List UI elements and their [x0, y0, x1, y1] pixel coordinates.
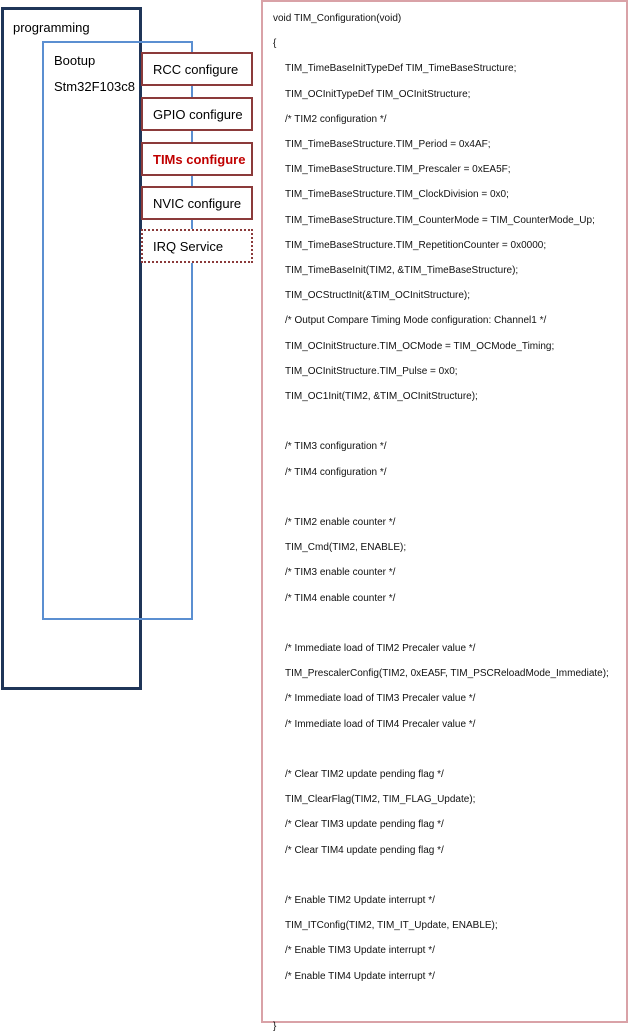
- code-line: TIM_TimeBaseStructure.TIM_ClockDivision = 0x0;: [285, 189, 509, 200]
- code-line: /* Immediate load of TIM2 Precaler value */: [285, 643, 476, 654]
- code-line: /* Clear TIM4 update pending flag */: [285, 845, 444, 856]
- code-line: /* Immediate load of TIM3 Precaler value */: [285, 693, 476, 704]
- code-line: /* Clear TIM2 update pending flag */: [285, 769, 444, 780]
- code-line: /* TIM3 configuration */: [285, 441, 387, 452]
- code-line: TIM_TimeBaseInitTypeDef TIM_TimeBaseStructure;: [285, 63, 517, 74]
- code-line: /* TIM4 configuration */: [285, 467, 387, 478]
- code-line: TIM_TimeBaseStructure.TIM_RepetitionCounter = 0x0000;: [285, 240, 547, 251]
- step-irq-service: IRQ Service: [141, 229, 253, 263]
- code-line: TIM_TimeBaseInit(TIM2, &TIM_TimeBaseStructure);: [285, 265, 519, 276]
- code-line: TIM_Cmd(TIM2, ENABLE);: [285, 542, 407, 553]
- bootup-label: Bootup: [54, 53, 96, 68]
- code-line: TIM_PrescalerConfig(TIM2, 0xEA5F, TIM_PSCReloadMode_Immediate);: [285, 668, 609, 679]
- code-line: /* Clear TIM3 update pending flag */: [285, 819, 444, 830]
- code-line: /* Enable TIM2 Update interrupt */: [285, 895, 435, 906]
- code-line: /* TIM4 enable counter */: [285, 593, 396, 604]
- code-line: TIM_OCInitStructure.TIM_Pulse = 0x0;: [285, 366, 458, 377]
- step-tims-configure: TIMs configure: [141, 142, 253, 176]
- code-line: TIM_ClearFlag(TIM2, TIM_FLAG_Update);: [285, 794, 476, 805]
- code-line: /* Enable TIM3 Update interrupt */: [285, 945, 435, 956]
- step-nvic-configure: NVIC configure: [141, 186, 253, 220]
- code-line: /* TIM3 enable counter */: [285, 567, 396, 578]
- code-line: /* TIM2 configuration */: [285, 114, 387, 125]
- step-rcc-configure: RCC configure: [141, 52, 253, 86]
- code-line: TIM_OC1Init(TIM2, &TIM_OCInitStructure);: [285, 391, 478, 402]
- code-line: TIM_OCStructInit(&TIM_OCInitStructure);: [285, 290, 471, 301]
- code-line: /* Output Compare Timing Mode configuration: Channel1 */: [285, 315, 547, 326]
- code-line: }: [273, 1021, 277, 1032]
- code-line: TIM_OCInitTypeDef TIM_OCInitStructure;: [285, 89, 471, 100]
- device-label: Stm32F103c8: [54, 79, 135, 94]
- code-line: /* Enable TIM4 Update interrupt */: [285, 971, 435, 982]
- code-line: TIM_OCInitStructure.TIM_OCMode = TIM_OCMode_Timing;: [285, 341, 555, 352]
- code-line: TIM_TimeBaseStructure.TIM_Period = 0x4AF;: [285, 139, 491, 150]
- programming-label: programming: [13, 20, 90, 35]
- step-gpio-configure: GPIO configure: [141, 97, 253, 131]
- code-line: /* Immediate load of TIM4 Precaler value */: [285, 719, 476, 730]
- code-line: /* TIM2 enable counter */: [285, 517, 396, 528]
- code-line: TIM_TimeBaseStructure.TIM_CounterMode = TIM_CounterMode_Up;: [285, 215, 595, 226]
- code-line: TIM_ITConfig(TIM2, TIM_IT_Update, ENABLE);: [285, 920, 498, 931]
- code-line: {: [273, 38, 277, 49]
- code-line: TIM_TimeBaseStructure.TIM_Prescaler = 0xEA5F;: [285, 164, 511, 175]
- code-line: void TIM_Configuration(void): [273, 13, 402, 24]
- code-panel: [261, 0, 628, 1023]
